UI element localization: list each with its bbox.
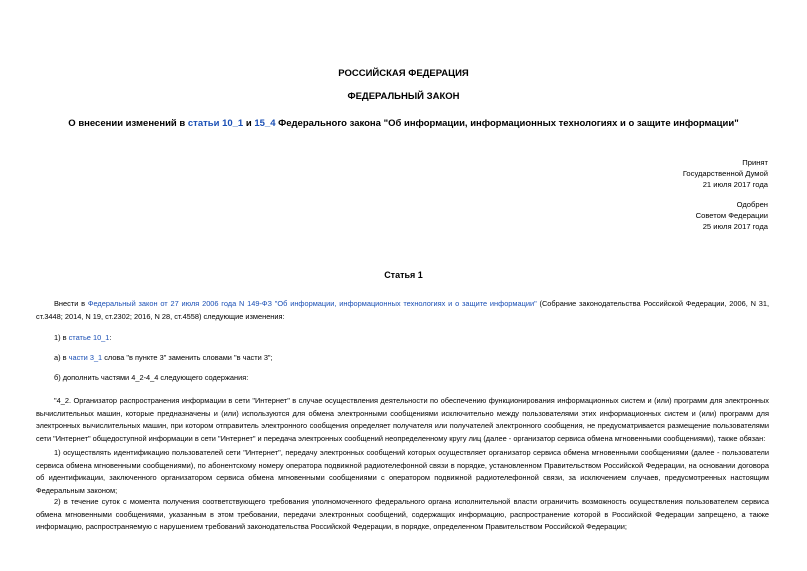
law-title	[0, 118, 807, 129]
article-intro	[36, 298, 769, 323]
law-type-heading: ФЕДЕРАЛЬНЫЙ ЗАКОН	[347, 91, 460, 102]
item-1-suffix: :	[109, 333, 112, 342]
approval-block	[696, 199, 768, 232]
title-link-article-15-4[interactable]: 15_4	[254, 118, 276, 129]
adoption-date: 21 июля 2017 года	[702, 180, 768, 189]
adoption-status: Принят	[742, 158, 768, 167]
article-heading: Статья 1	[384, 270, 423, 280]
quote-paragraph-4-2: "4_2. Организатор распространения информации в сети "Интернет" в случае осуществления деятельности по обеспечению функционирования информационных систем и (или) программ для электронных вычислительных машин, которые предназначены и (или) используются для обмена электронными сообщениями исключительно между пользователями этих информационных систем и (или) программ для электронных вычислительных машин, при котором отправитель электронного сообщения определяет получателя или получателей электронного сообщения, не предусматривается размещение пользователями сети "Интернет" общедоступной информации в сети "Интернет" и передача электронных сообщений неопределенному кругу лиц (далее - организатор сервиса обмена мгновенными сообщениями), также обязан:	[36, 396, 769, 443]
item-a-prefix: а) в	[54, 353, 69, 362]
adoption-body: Государственной Думой	[682, 169, 768, 178]
intro-suffix: (Собрание законодательства Российской Федерации, 2006, N 31, ст.3448; 2014, N 19, ст.2302; 2016, N 28, ст.4558) следующие изменения:	[36, 299, 769, 321]
title-prefix: О внесении изменений в	[68, 118, 188, 129]
country-heading: РОССИЙСКАЯ ФЕДЕРАЦИЯ	[338, 68, 469, 79]
item-b: б) дополнить частями 4_2-4_4 следующего содержания:	[54, 373, 249, 382]
approval-date: 25 июля 2017 года	[702, 222, 768, 231]
title-suffix: Федерального закона "Об информации, информационных технологиях и о защите информации"	[275, 118, 739, 129]
approval-status: Одобрен	[736, 200, 768, 209]
adoption-block	[683, 157, 768, 190]
item-a-link[interactable]: части 3_1	[68, 353, 103, 362]
intro-prefix: Внести в	[54, 299, 88, 308]
item-a-suffix: слова "в пункте 3" заменить словами "в части 3";	[102, 353, 273, 362]
approval-body: Советом Федерации	[695, 211, 768, 220]
title-link-article-10-1[interactable]: статьи 10_1	[187, 118, 244, 129]
title-mid: и	[243, 118, 255, 129]
sub-item-1: 1) осуществлять идентификацию пользователей сети "Интернет", передачу электронных сообщений которых осуществляет организатор сервиса обмена мгновенными сообщениями (далее - пользователи сервиса обмена мгновенными сообщениями), по абонентскому номеру оператора подвижной радиотелефонной связи в порядке, установленном Правительством Российской Федерации, на основании договора об идентификации, заключенного организатором сервиса обмена мгновенными сообщениями с оператором подвижной радиотелефонной связи, за исключением случаев, предусмотренных настоящим Федеральным законом;	[36, 448, 769, 495]
intro-law-link[interactable]: Федеральный закон от 27 июля 2006 года N 149-ФЗ "Об информации, информационных технологиях и о защите информации"	[87, 299, 537, 308]
item-a	[36, 352, 769, 365]
sub-item-2: 2) в течение суток с момента получения соответствующего требования уполномоченного федерального органа исполнительной власти ограничить возможность осуществления пользователем сервиса обмена мгновенными сообщениями, указанным в этом требовании, передачи электронных сообщений, содержащих информацию, распространение которой в Российской Федерации запрещено, а также информацию, распространяемую с нарушением требований законодательства Российской Федерации, в порядке, определенном Правительством Российской Федерации;	[36, 497, 769, 532]
item-1	[36, 332, 769, 345]
item-1-link[interactable]: статье 10_1	[68, 333, 110, 342]
item-1-prefix: 1) в	[54, 333, 69, 342]
